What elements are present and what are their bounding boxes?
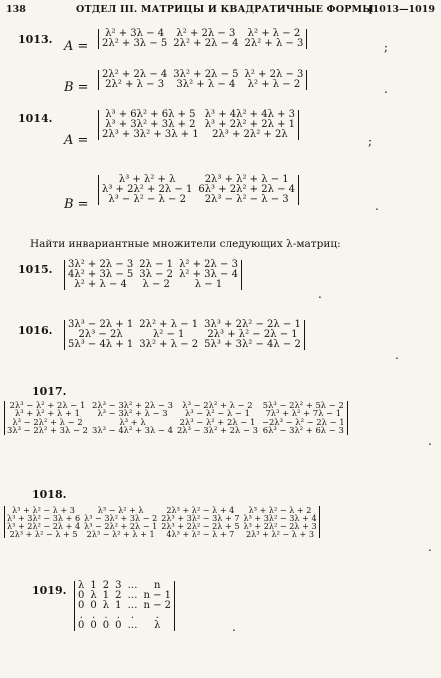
problem-range: [1013—1019 — [368, 4, 435, 15]
matrix-b-1013 — [98, 70, 307, 90]
matrix-cell: λ² + λ − 2 — [247, 28, 301, 39]
matrix-1019-table — [74, 581, 175, 631]
matrix-cell: λ − 1 — [194, 279, 223, 290]
matrix-cell: 0 — [90, 600, 97, 611]
matrix-cell: . — [91, 610, 96, 621]
matrix-a-1014 — [98, 110, 299, 140]
matrix-cell: n − 2 — [143, 600, 172, 611]
matrix-cell: λ³ + λ² + λ — [118, 174, 176, 185]
matrix-cell: λ — [78, 580, 85, 591]
matrix-cell: λ³ − 3λ² + λ − 3 — [97, 408, 168, 419]
matrix-cell: … — [127, 600, 138, 611]
matrix-cell: . — [104, 610, 108, 621]
matrix-cell: 1 — [115, 600, 122, 611]
matrix-cell: 3λ³ + 2λ² − 2λ − 1 — [204, 319, 301, 330]
end-punctuation: . — [428, 540, 432, 554]
matrix-cell: λ³ + 2λ² − 2λ + 3 — [243, 521, 317, 532]
matrix-b-1014 — [98, 175, 299, 205]
matrix-cell: . — [155, 610, 159, 621]
matrix-cell: −2λ³ − λ² − 2λ − 1 — [261, 416, 345, 427]
matrix-cell: 3λ³ − 2λ + 1 — [68, 319, 134, 330]
matrix-row — [65, 280, 242, 290]
matrix-cell: 2λ³ + λ² − 2λ − 1 — [207, 329, 298, 340]
matrix-cell: 1 — [90, 580, 97, 591]
label-b-1014: B = — [64, 197, 89, 212]
end-punctuation: . — [395, 348, 399, 362]
matrix-cell: 5λ³ − 2λ² + 5λ − 2 — [262, 400, 344, 410]
matrix-cell: … — [127, 590, 138, 601]
matrix-cell: λ³ + 6λ² + 6λ + 5 — [105, 109, 196, 120]
matrix-cell: 3λ² + λ − 4 — [176, 79, 236, 90]
matrix-cell: λ³ − λ² − λ − 1 — [184, 408, 250, 419]
matrix-cell: n − 1 — [143, 590, 172, 601]
matrix-cell: λ² + 3λ − 4 — [105, 28, 165, 39]
matrix-cell: 2λ² + 3λ − 5 — [102, 38, 168, 49]
matrix-cell: λ³ + λ² − λ + 2 — [248, 505, 312, 515]
matrix-1018 — [4, 506, 320, 538]
matrix-cell: 5λ³ + 3λ² − 4λ − 2 — [204, 339, 301, 350]
matrix-cell: 2λ³ − λ² + 2λ − 1 — [9, 400, 86, 410]
matrix-cell: λ − 2 — [142, 279, 170, 290]
matrix-cell: n — [154, 580, 161, 591]
matrix-cell: λ³ − λ² + λ — [97, 505, 144, 515]
matrix-cell: 2λ³ + 3λ² − 3λ + 7 — [161, 513, 240, 524]
matrix-cell: λ — [154, 620, 161, 631]
matrix-cell: λ² + 2λ − 3 — [176, 28, 236, 39]
instruction-text: Найти инвариантные множители следующих λ-матриц: — [30, 238, 341, 250]
matrix-cell: 0 — [78, 600, 85, 611]
matrix-cell: λ³ + λ² − λ + 3 — [12, 505, 75, 515]
page-number: 138 — [6, 4, 26, 15]
matrix-b-1013-table — [98, 70, 307, 90]
matrix-cell: λ³ − 3λ² + 3λ − 2 — [84, 513, 158, 524]
matrix-a-1014-table — [98, 110, 299, 140]
end-punctuation: . — [375, 199, 379, 213]
problem-number-1019: 1019. — [32, 584, 67, 597]
matrix-cell: λ³ + 3λ² − 3λ + 6 — [7, 513, 81, 524]
matrix-row — [75, 621, 175, 631]
matrix-cell: 2λ³ + λ² + λ − 1 — [204, 174, 289, 185]
matrix-1019 — [74, 581, 175, 631]
matrix-1015 — [64, 260, 242, 290]
matrix-cell: λ³ + 4λ² + 4λ + 3 — [204, 109, 296, 120]
matrix-1016 — [64, 320, 305, 350]
matrix-cell: 2λ² + λ − 3 — [244, 38, 304, 49]
matrix-1016-table — [64, 320, 305, 350]
matrix-a-1013-table — [98, 29, 307, 49]
end-punctuation: ; — [384, 40, 389, 54]
matrix-cell: λ³ − 2λ² + λ − 2 — [12, 416, 83, 427]
matrix-row — [65, 340, 305, 350]
matrix-cell: . — [79, 610, 83, 621]
matrix-cell: λ — [102, 600, 110, 611]
matrix-cell: λ³ + 3λ² − 3λ + 4 — [243, 513, 317, 524]
problem-number-1018: 1018. — [32, 488, 67, 501]
matrix-cell: λ³ + λ² + λ + 1 — [14, 408, 80, 419]
matrix-cell: 0 — [102, 620, 110, 631]
matrix-cell: 0 — [90, 620, 97, 631]
problem-number-1015: 1015. — [18, 263, 53, 276]
matrix-cell: . — [116, 610, 120, 621]
problem-number-1017: 1017. — [32, 385, 67, 398]
matrix-b-1014-table — [98, 175, 299, 205]
matrix-cell: λ³ + 3λ² + 3λ + 2 — [105, 119, 196, 130]
matrix-cell: 2λ³ + λ² − λ + 3 — [246, 529, 315, 540]
matrix-1017-table — [4, 401, 348, 435]
matrix-cell: λ² + 2λ − 3 — [179, 259, 238, 270]
matrix-cell: λ² + 3λ − 4 — [179, 269, 238, 280]
matrix-row — [99, 39, 307, 49]
page-header — [6, 4, 435, 18]
label-b-1013: B = — [64, 80, 89, 95]
matrix-cell: λ³ + 2λ² − 2λ + 4 — [7, 521, 81, 532]
matrix-cell: 3λ³ − 4λ² + 3λ − 4 — [91, 425, 173, 436]
end-punctuation: . — [384, 82, 388, 96]
matrix-cell: λ² + λ − 2 — [247, 79, 301, 90]
label-a-1014: A = — [64, 133, 89, 148]
matrix-cell: 2λ³ − λ² − λ − 3 — [204, 194, 289, 205]
matrix-cell: 2λ³ − λ² + λ + 1 — [86, 529, 155, 540]
matrix-cell: 1 — [102, 590, 110, 601]
end-punctuation: . — [318, 287, 322, 301]
end-punctuation: . — [232, 620, 236, 634]
matrix-cell: λ³ + 2λ² + 2λ + 1 — [204, 119, 296, 130]
matrix-cell: 2λ³ + λ² − λ + 4 — [166, 505, 235, 515]
matrix-row — [75, 601, 175, 611]
matrix-cell: 2λ² + λ − 3 — [105, 79, 165, 90]
section-title: ОТДЕЛ III. МАТРИЦЫ И КВАДРАТИЧНЫЕ ФОРМЫ — [76, 4, 374, 15]
matrix-cell: λ³ + λ — [119, 416, 146, 427]
matrix-cell: 3λ − 2 — [139, 269, 174, 280]
label-a-1013: A = — [64, 39, 89, 54]
matrix-cell: 2λ² + λ − 1 — [139, 319, 199, 330]
matrix-cell: 2λ³ − 3λ² + 2λ − 3 — [91, 400, 173, 410]
matrix-row — [99, 195, 299, 205]
matrix-row — [5, 426, 348, 434]
matrix-cell: λ² − 1 — [152, 329, 185, 340]
matrix-cell: 0 — [78, 620, 85, 631]
matrix-cell: 3λ² + 2λ − 3 — [68, 259, 134, 270]
matrix-cell: 5λ³ − 4λ + 1 — [68, 339, 134, 350]
end-punctuation: ; — [368, 134, 373, 148]
matrix-row — [99, 130, 299, 140]
problem-number-1013: 1013. — [18, 33, 53, 46]
matrix-cell: λ³ − 2λ² + 2λ − 1 — [84, 521, 158, 532]
matrix-cell: 6λ³ + 2λ² + 2λ − 4 — [198, 184, 296, 195]
matrix-cell: 2λ² + 2λ − 4 — [173, 38, 239, 49]
matrix-cell: 0 — [115, 620, 122, 631]
matrix-1015-table — [64, 260, 242, 290]
matrix-a-1013 — [98, 29, 307, 49]
matrix-cell: 2λ³ + 3λ² + 3λ + 1 — [102, 129, 199, 140]
matrix-row — [5, 530, 320, 538]
matrix-cell: … — [127, 580, 138, 591]
matrix-cell: λ³ + 2λ² + 2λ − 1 — [102, 184, 193, 195]
matrix-cell: 2λ² + 2λ − 4 — [102, 69, 168, 80]
matrix-cell: 2λ³ − λ² + 2λ − 1 — [179, 416, 256, 427]
matrix-cell: λ³ − 2λ² + λ − 2 — [182, 400, 253, 410]
matrix-cell: 2 — [115, 590, 122, 601]
matrix-row — [99, 80, 307, 90]
matrix-cell: 2λ³ + 2λ² + 2λ — [212, 129, 288, 140]
matrix-cell: λ² + 2λ − 3 — [244, 69, 304, 80]
matrix-cell: 2λ³ + λ² − λ + 5 — [9, 529, 78, 540]
matrix-1017 — [4, 401, 348, 435]
matrix-cell: 0 — [78, 590, 85, 601]
matrix-cell: 3λ² + λ − 2 — [139, 339, 199, 350]
end-punctuation: . — [428, 434, 432, 448]
matrix-cell: λ — [90, 590, 97, 601]
matrix-cell: 2λ³ − 2λ — [78, 329, 123, 340]
problem-number-1016: 1016. — [18, 324, 53, 337]
matrix-cell: 3λ³ − 2λ² + 3λ − 2 — [7, 425, 88, 436]
matrix-cell: 7λ³ + λ² + 7λ − 1 — [265, 408, 342, 419]
matrix-cell: 3 — [115, 580, 122, 591]
matrix-cell: 2 — [102, 580, 110, 591]
matrix-1018-table — [4, 506, 320, 538]
matrix-cell: 4λ² + 3λ − 5 — [68, 269, 134, 280]
matrix-cell: 2λ³ − 3λ² + 2λ − 3 — [176, 425, 258, 436]
matrix-cell: … — [127, 620, 138, 631]
matrix-cell: 6λ³ − 3λ² + 6λ − 3 — [262, 425, 344, 436]
matrix-cell: 4λ³ + λ² − λ + 7 — [166, 529, 235, 540]
matrix-cell: . — [130, 610, 135, 621]
matrix-cell: 3λ² + 2λ − 5 — [173, 69, 239, 80]
matrix-cell: λ³ − λ² − λ − 2 — [108, 194, 186, 205]
problem-number-1014: 1014. — [18, 112, 53, 125]
matrix-cell: 2λ − 1 — [139, 259, 174, 270]
matrix-cell: λ² + λ − 4 — [74, 279, 127, 290]
matrix-cell: 2λ³ + 2λ² − 2λ + 5 — [161, 521, 240, 532]
